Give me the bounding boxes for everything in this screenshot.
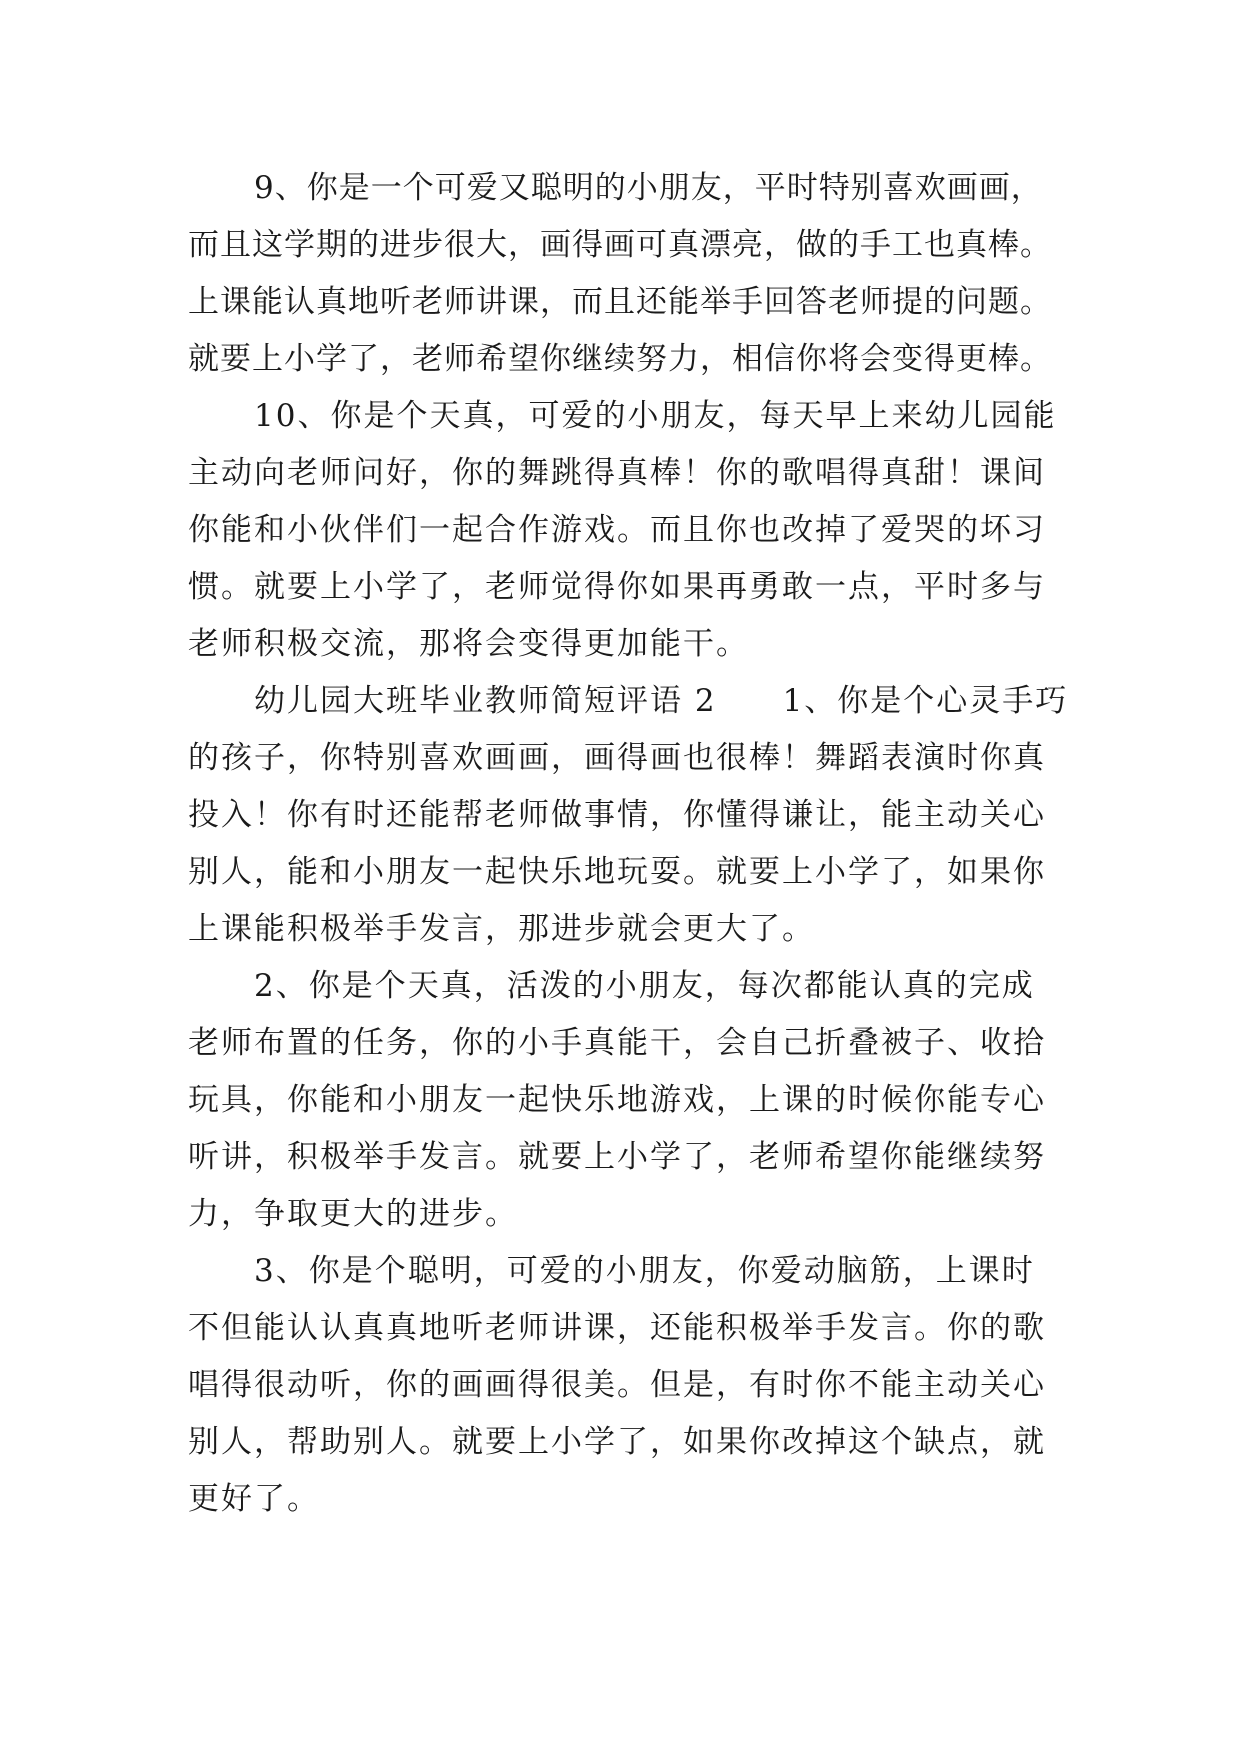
paragraph-line: 幼儿园大班毕业教师简短评语 2 1、你是个心灵手巧 <box>254 683 1069 719</box>
paragraph-line: 别人，能和小朋友一起快乐地玩耍。就要上小学了，如果你 <box>188 854 1046 890</box>
paragraph-line: 3、你是个聪明，可爱的小朋友，你爱动脑筋，上课时 <box>254 1253 1035 1289</box>
paragraph-line: 主动向老师问好，你的舞跳得真棒！你的歌唱得真甜！课间 <box>188 455 1046 491</box>
paragraph-line: 上课能认真地听老师讲课，而且还能举手回答老师提的问题。 <box>188 284 1052 320</box>
paragraph-line: 2、你是个天真，活泼的小朋友，每次都能认真的完成 <box>254 968 1035 1004</box>
paragraph-line: 而且这学期的进步很大，画得画可真漂亮，做的手工也真棒。 <box>188 227 1052 263</box>
paragraph-line: 不但能认认真真地听老师讲课，还能积极举手发言。你的歌 <box>188 1310 1046 1346</box>
paragraph-line: 玩具，你能和小朋友一起快乐地游戏，上课的时候你能专心 <box>188 1082 1046 1118</box>
paragraph-line: 老师布置的任务，你的小手真能干，会自己折叠被子、收拾 <box>188 1025 1046 1061</box>
paragraph-line: 你能和小伙伴们一起合作游戏。而且你也改掉了爱哭的坏习 <box>188 512 1046 548</box>
paragraph-line: 投入！你有时还能帮老师做事情，你懂得谦让，能主动关心 <box>188 797 1046 833</box>
paragraph-line: 惯。就要上小学了，老师觉得你如果再勇敢一点，平时多与 <box>188 569 1046 605</box>
paragraph-line: 力，争取更大的进步。 <box>188 1196 518 1232</box>
paragraph-line: 听讲，积极举手发言。就要上小学了，老师希望你能继续努 <box>188 1139 1046 1175</box>
paragraph-line: 上课能积极举手发言，那进步就会更大了。 <box>188 911 815 947</box>
paragraph-line: 就要上小学了，老师希望你继续努力，相信你将会变得更棒。 <box>188 341 1052 377</box>
paragraph-line: 的孩子，你特别喜欢画画，画得画也很棒！舞蹈表演时你真 <box>188 740 1046 776</box>
paragraph-line: 老师积极交流，那将会变得更加能干。 <box>188 626 749 662</box>
paragraph-line: 10、你是个天真，可爱的小朋友，每天早上来幼儿园能 <box>254 398 1057 434</box>
paragraph-line: 9、你是一个可爱又聪明的小朋友，平时特别喜欢画画， <box>254 170 1043 206</box>
paragraph-line: 别人，帮助别人。就要上小学了，如果你改掉这个缺点，就 <box>188 1424 1046 1460</box>
paragraph-line: 更好了。 <box>188 1481 320 1517</box>
paragraph-line: 唱得很动听，你的画画得很美。但是，有时你不能主动关心 <box>188 1367 1046 1403</box>
